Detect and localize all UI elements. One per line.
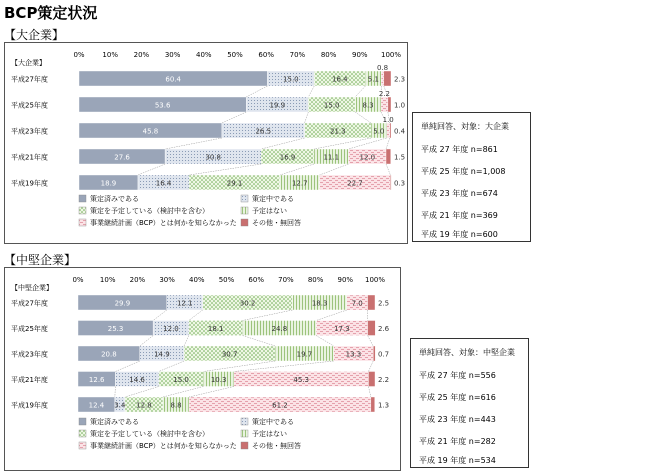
legend-swatch: [241, 219, 248, 226]
x-tick-label: 50%: [218, 276, 235, 284]
x-tick-label: 0%: [72, 276, 84, 284]
value-label: 30.2: [239, 299, 256, 308]
value-label: 17.3: [334, 325, 350, 333]
x-tick-label: 60%: [258, 51, 274, 59]
category-label: 平成19年度: [11, 401, 48, 410]
value-label: 21.3: [330, 127, 346, 136]
bar-segment: [386, 149, 391, 164]
connector-line: [316, 310, 347, 321]
value-label: 12.1: [176, 299, 193, 308]
value-label: 12.0: [163, 325, 179, 333]
value-label: 0.7: [378, 350, 390, 359]
sample-info-title: 単純回答、対象：中堅企業: [419, 348, 515, 357]
value-label: 0.3: [394, 179, 406, 188]
x-tick-label: 100%: [364, 276, 386, 284]
sample-info-line: 平成 25 年度 n=616: [419, 393, 496, 402]
legend-label: 事業継続計画（BCP）とは何かを知らなかった: [90, 219, 237, 227]
chart-medium: [5, 268, 400, 470]
legend-label: 策定中である: [252, 418, 294, 426]
section-label-medium: 【中堅企業】: [4, 253, 77, 267]
category-label: 平成25年度: [11, 101, 48, 110]
legend-label: 予定はない: [252, 430, 287, 438]
legend-swatch: [79, 195, 86, 202]
sample-info-line: 平成 25 年度 n=1,008: [421, 167, 506, 176]
bar-segment: [381, 97, 388, 112]
category-label: 平成21年度: [11, 376, 48, 384]
legend-swatch: [241, 195, 248, 202]
connector-line: [234, 361, 334, 372]
value-label: 13.3: [345, 350, 362, 359]
connector-line: [368, 361, 373, 372]
x-tick-label: 30%: [159, 276, 175, 284]
value-label: 7.0: [351, 299, 363, 308]
legend-swatch: [241, 442, 248, 449]
legend-label: その他・無回答: [252, 219, 301, 227]
bar-segment: [387, 123, 390, 138]
legend-swatch: [79, 207, 86, 214]
chart-large: [5, 43, 407, 243]
value-label: 12.0: [359, 153, 376, 162]
value-label: 0.4: [394, 127, 406, 136]
sample-info-line: 平成 27 年度 n=556: [419, 371, 496, 380]
value-label: 8.3: [362, 101, 374, 110]
value-label: 30.8: [205, 153, 221, 162]
connector-line: [203, 361, 275, 372]
bar-segment: [371, 397, 375, 412]
legend-swatch: [241, 418, 248, 425]
sample-info-line: 平成 21 年度 n=369: [421, 211, 498, 220]
connector-line: [314, 138, 371, 149]
value-label: 0.8: [377, 64, 389, 72]
legend-swatch: [79, 430, 86, 437]
connector-line: [243, 336, 276, 347]
sample-info-line: 平成 21 年度 n=282: [419, 437, 496, 446]
connector-line: [184, 336, 189, 347]
value-label: 12.7: [291, 179, 308, 188]
legend-label: その他・無回答: [252, 442, 301, 450]
connector-line: [305, 112, 309, 123]
value-label: 19.9: [269, 101, 286, 110]
value-label: 53.6: [154, 101, 171, 110]
value-label: 45.8: [142, 127, 159, 136]
chart-panel-medium: [4, 267, 401, 471]
value-label: 25.3: [107, 325, 124, 333]
value-label: 14.6: [129, 376, 145, 384]
connector-line: [165, 138, 222, 149]
connector-line: [386, 138, 390, 149]
legend-label: 事業継続計画（BCP）とは何かを知らなかった: [90, 442, 237, 450]
category-label: 平成23年度: [11, 127, 48, 136]
sample-info-medium: [410, 338, 529, 468]
connector-line: [349, 138, 387, 149]
value-label: 15.0: [323, 101, 340, 110]
value-label: 5.1: [367, 75, 379, 84]
connector-line: [368, 336, 374, 347]
connector-line: [246, 86, 267, 97]
value-label: 2.2: [378, 376, 390, 384]
x-tick-label: 10%: [102, 51, 118, 59]
connector-line: [243, 310, 293, 321]
value-label: 26.5: [255, 127, 272, 136]
value-label: 18.1: [207, 325, 224, 333]
x-tick-label: 40%: [196, 51, 212, 59]
value-label: 12.4: [88, 401, 105, 410]
connector-line: [140, 336, 153, 347]
bar-segment: [373, 346, 375, 361]
x-tick-label: 60%: [248, 276, 264, 284]
legend-label: 予定はない: [252, 207, 287, 215]
bar-segment: [368, 295, 375, 310]
value-label: 16.4: [155, 179, 172, 188]
value-label: 12.8: [136, 401, 152, 410]
value-label: 15.0: [283, 75, 299, 84]
value-label: 30.7: [221, 350, 238, 359]
value-label: 1.0: [382, 116, 394, 124]
connector-line: [355, 86, 365, 97]
value-label: 15.0: [173, 376, 189, 384]
x-tick-label: 20%: [133, 51, 150, 59]
connector-line: [159, 361, 184, 372]
panel-label: 【大企業】: [11, 59, 46, 67]
value-label: 29.1: [226, 179, 243, 188]
value-label: 24.8: [271, 325, 288, 333]
legend-label: 策定済みである: [90, 418, 139, 426]
legend-label: 策定を予定している（検討中を含む）: [90, 430, 209, 438]
connector-line: [115, 361, 139, 372]
bar-segment: [390, 175, 391, 190]
connector-line: [280, 164, 314, 175]
connector-line: [308, 86, 314, 97]
value-label: 16.4: [332, 75, 348, 84]
category-label: 平成21年度: [11, 153, 48, 162]
connector-line: [115, 387, 116, 398]
x-tick-label: 90%: [337, 276, 354, 284]
category-label: 平成19年度: [11, 179, 48, 188]
connector-line: [189, 387, 234, 398]
x-tick-label: 10%: [99, 276, 116, 284]
value-label: 18.3: [311, 299, 328, 308]
value-label: 11.1: [323, 153, 340, 162]
page-title: BCP策定状況: [4, 4, 98, 22]
value-label: 60.4: [165, 75, 182, 84]
value-label: 27.6: [114, 153, 130, 162]
value-label: 8.8: [170, 401, 182, 410]
category-label: 平成23年度: [11, 350, 48, 359]
connector-line: [222, 112, 246, 123]
x-tick-label: 70%: [278, 276, 294, 284]
sample-info-line: 平成 23 年度 n=443: [419, 415, 496, 424]
value-label: 18.9: [100, 179, 117, 188]
panel-label: 【中堅企業】: [11, 284, 53, 292]
value-label: 29.9: [114, 299, 131, 308]
connector-line: [261, 138, 304, 149]
x-tick-label: 70%: [289, 51, 306, 59]
value-label: 3.4: [114, 401, 126, 410]
legend-swatch: [79, 219, 86, 226]
connector-line: [189, 310, 203, 321]
connector-line: [138, 164, 165, 175]
x-tick-label: 30%: [164, 51, 181, 59]
value-label: 45.3: [293, 376, 309, 384]
bar-segment: [384, 71, 391, 86]
sample-info-line: 平成 27 年度 n=861: [421, 145, 498, 154]
value-label: 1.5: [394, 153, 406, 162]
connector-line: [320, 164, 349, 175]
x-tick-label: 80%: [320, 51, 337, 59]
legend-label: 策定済みである: [90, 195, 139, 203]
sample-info-title: 単純回答、対象：大企業: [421, 122, 509, 131]
sample-info-line: 平成 23 年度 n=674: [421, 189, 498, 198]
connector-line: [153, 310, 167, 321]
value-label: 12.6: [88, 376, 105, 384]
x-tick-label: 20%: [129, 276, 146, 284]
value-label: 2.3: [394, 75, 406, 84]
value-label: 2.5: [378, 299, 390, 308]
value-label: 16.9: [279, 153, 296, 162]
connector-line: [368, 387, 370, 398]
value-label: 22.7: [347, 179, 363, 188]
value-label: 61.2: [272, 401, 288, 410]
legend-label: 策定を予定している（検討中を含む）: [90, 207, 209, 215]
connector-line: [125, 387, 159, 398]
legend-label: 策定中である: [252, 195, 294, 203]
bar-segment: [368, 321, 376, 336]
value-label: 1.3: [378, 401, 390, 410]
x-tick-label: 40%: [189, 276, 205, 284]
connector-line: [189, 164, 261, 175]
value-label: 19.7: [296, 350, 313, 359]
sample-info-line: 平成 19 年度 n=534: [419, 456, 496, 465]
x-tick-label: 100%: [380, 51, 402, 59]
legend-swatch: [79, 442, 86, 449]
bar-segment: [381, 71, 383, 86]
connector-line: [163, 387, 203, 398]
bar-segment: [388, 97, 391, 112]
x-tick-label: 0%: [73, 51, 85, 59]
bar-segment: [368, 372, 375, 387]
value-label: 10.3: [210, 376, 227, 384]
x-tick-label: 80%: [307, 276, 324, 284]
connector-line: [316, 336, 334, 347]
value-label: 14.9: [154, 350, 170, 359]
legend-swatch: [241, 207, 248, 214]
value-label: 2.6: [378, 325, 390, 333]
value-label: 5.0: [373, 127, 385, 136]
category-label: 平成27年度: [11, 299, 48, 308]
value-label: 2.2: [378, 90, 391, 98]
legend-swatch: [79, 418, 86, 425]
sample-info-large: [412, 112, 531, 242]
category-label: 平成27年度: [11, 75, 48, 84]
chart-panel-large: [4, 42, 408, 244]
connector-line: [386, 164, 390, 175]
category-label: 平成25年度: [11, 325, 48, 333]
value-label: 1.0: [394, 101, 406, 110]
sample-info-line: 平成 19 年度 n=600: [421, 230, 498, 239]
x-tick-label: 90%: [352, 51, 368, 59]
bar-segment: [390, 123, 391, 138]
value-label: 20.8: [101, 350, 117, 359]
x-tick-label: 50%: [227, 51, 243, 59]
section-label-large: 【大企業】: [4, 28, 65, 42]
connector-line: [355, 112, 371, 123]
legend-swatch: [241, 430, 248, 437]
